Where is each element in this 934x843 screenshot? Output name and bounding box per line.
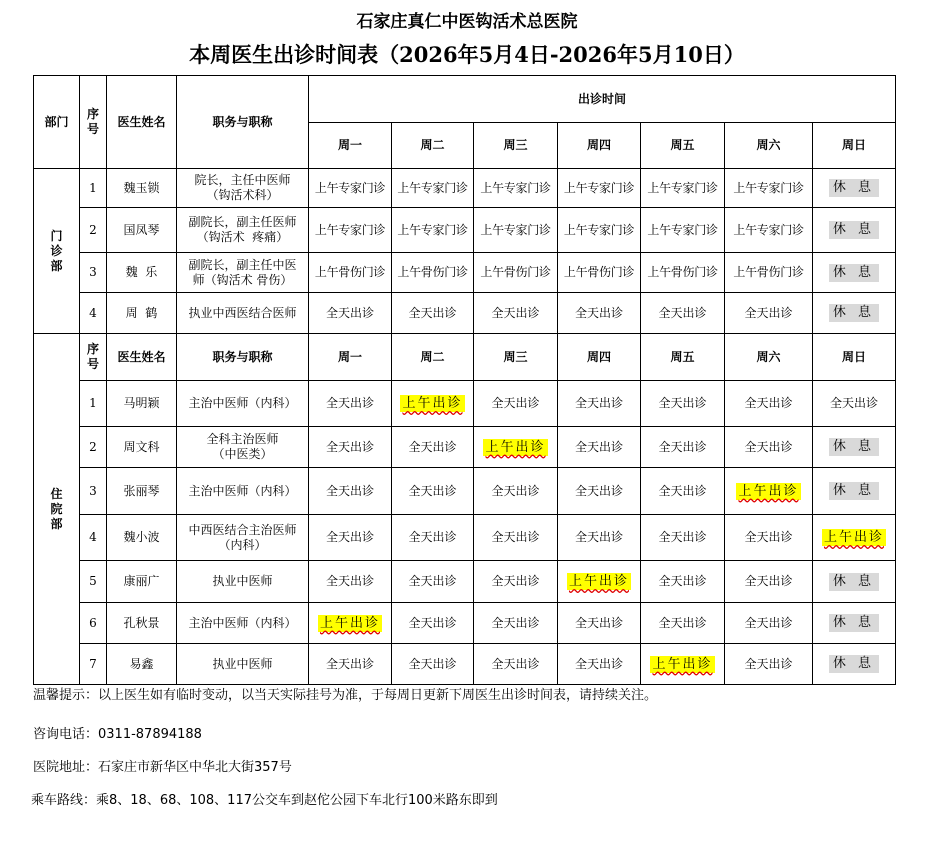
col-header-name: 医生姓名 <box>107 76 177 169</box>
doctor-title-line: 全科主治医师 <box>206 432 279 446</box>
schedule-cell: 全天出诊 <box>641 603 725 644</box>
doctor-name: 周 鹤 <box>107 293 177 334</box>
doctor-row <box>34 561 896 603</box>
doctor-name: 魏玉锁 <box>107 169 177 208</box>
doctor-title-line: 院长，主任中医师 <box>194 173 291 187</box>
doctor-seq: 4 <box>80 515 107 561</box>
doctor-title-line: 主治中医师（内科） <box>188 483 297 498</box>
schedule-cell: 全天出诊 <box>725 515 813 561</box>
doctor-title-line: 师（钩活术 骨伤） <box>192 272 293 287</box>
schedule-cell: 全天出诊 <box>474 561 558 603</box>
header-row-top <box>34 76 896 123</box>
doctor-row <box>34 169 896 208</box>
dept-char: 部 <box>50 516 63 531</box>
rest-badge: 休 息 <box>829 438 879 456</box>
schedule-cell: 全天出诊 <box>725 561 813 603</box>
inpatient-subheader-row <box>34 334 896 381</box>
schedule-cell <box>813 208 896 253</box>
dept-char: 院 <box>50 501 63 516</box>
schedule-cell: 全天出诊 <box>641 427 725 468</box>
schedule-table <box>33 75 896 685</box>
morning-highlight: 上午出诊 <box>823 530 884 545</box>
schedule-cell <box>813 515 896 561</box>
morning-highlight: 上午出诊 <box>319 615 380 631</box>
doctor-row <box>34 644 896 685</box>
schedule-cell <box>309 603 392 644</box>
schedule-cell <box>813 468 896 515</box>
rest-badge: 休 息 <box>829 573 879 591</box>
schedule-cell <box>813 253 896 293</box>
doctor-seq: 1 <box>80 381 107 427</box>
schedule-cell: 上午专家门诊 <box>725 169 813 208</box>
dept-char: 诊 <box>50 243 63 258</box>
doctor-seq: 4 <box>80 293 107 334</box>
doctor-seq: 7 <box>80 644 107 685</box>
doctor-name: 马明颖 <box>107 381 177 427</box>
schedule-cell <box>813 293 896 334</box>
schedule-cell: 全天出诊 <box>558 427 641 468</box>
doctor-row <box>34 427 896 468</box>
schedule-cell: 全天出诊 <box>558 293 641 334</box>
morning-highlight: 上午出诊 <box>568 574 629 589</box>
day-header-1: 周二 <box>392 123 474 169</box>
schedule-cell: 上午专家门诊 <box>641 208 725 253</box>
schedule-cell: 上午专家门诊 <box>558 208 641 253</box>
rest-badge: 休 息 <box>829 221 879 239</box>
schedule-cell: 全天出诊 <box>474 644 558 685</box>
schedule-cell: 上午专家门诊 <box>558 169 641 208</box>
doctor-name: 孔秋景 <box>107 603 177 644</box>
morning-highlight: 上午出诊 <box>738 483 799 499</box>
schedule-cell: 上午专家门诊 <box>474 169 558 208</box>
schedule-cell: 上午专家门诊 <box>725 208 813 253</box>
doctor-title-line: （钩活术 疼痛） <box>196 230 289 244</box>
hospital-name: 石家庄真仁中医钩活术总医院 <box>356 12 578 32</box>
schedule-cell: 全天出诊 <box>309 427 392 468</box>
schedule-cell <box>392 381 474 427</box>
schedule-cell <box>813 427 896 468</box>
morning-highlight: 上午出诊 <box>652 656 713 672</box>
dept-char: 部 <box>50 258 63 273</box>
day-header-repeat-6: 周日 <box>813 334 896 381</box>
schedule-cell <box>641 644 725 685</box>
doctor-title-line: 主治中医师（内科） <box>188 396 297 410</box>
day-header-repeat-4: 周五 <box>641 334 725 381</box>
doctor-title-line: 主治中医师（内科） <box>188 615 297 630</box>
doctor-seq: 5 <box>80 561 107 603</box>
doctor-row <box>34 468 896 515</box>
schedule-cell: 全天出诊 <box>309 561 392 603</box>
rest-badge: 休 息 <box>829 304 879 322</box>
rest-badge: 休 息 <box>829 614 879 632</box>
doctor-seq: 3 <box>80 253 107 293</box>
doctor-title <box>177 468 309 515</box>
doctor-title-line: 执业中医师 <box>212 574 273 588</box>
schedule-cell: 全天出诊 <box>309 644 392 685</box>
rest-badge: 休 息 <box>829 482 879 500</box>
day-header-3: 周四 <box>558 123 641 169</box>
col-header-name-repeat: 医生姓名 <box>107 334 177 381</box>
doctor-title <box>177 561 309 603</box>
doctor-name: 张丽琴 <box>107 468 177 515</box>
day-header-repeat-1: 周二 <box>392 334 474 381</box>
doctor-name: 易鑫 <box>107 644 177 685</box>
doctor-title <box>177 381 309 427</box>
doctor-title-line: 副院长，副主任中医 <box>188 257 297 272</box>
day-header-repeat-3: 周四 <box>558 334 641 381</box>
doctor-seq: 2 <box>80 427 107 468</box>
day-header-repeat-2: 周三 <box>474 334 558 381</box>
schedule-cell <box>474 427 558 468</box>
schedule-cell: 上午骨伤门诊 <box>641 253 725 293</box>
doctor-title-line: 执业中西医结合医师 <box>188 305 297 320</box>
schedule-title: 本周医生出诊时间表（2026年5月4日-2026年5月10日） <box>189 42 745 67</box>
seq-header-text: 序号 <box>86 342 99 371</box>
schedule-cell <box>813 644 896 685</box>
day-header-6: 周日 <box>813 123 896 169</box>
schedule-cell <box>725 468 813 515</box>
schedule-cell: 全天出诊 <box>309 293 392 334</box>
reminder-note: 温馨提示：以上医生如有临时变动，以当天实际挂号为准，于每周日更新下周医生出诊时间表，请持续关注。 <box>33 688 658 703</box>
doctor-title <box>177 208 309 253</box>
doctor-name: 国凤琴 <box>107 208 177 253</box>
doctor-seq: 2 <box>80 208 107 253</box>
col-header-seq-repeat <box>80 334 107 381</box>
schedule-cell: 全天出诊 <box>641 468 725 515</box>
day-header-repeat-0: 周一 <box>309 334 392 381</box>
doctor-name: 康丽广 <box>107 561 177 603</box>
schedule-cell: 全天出诊 <box>474 381 558 427</box>
schedule-cell <box>813 603 896 644</box>
doctor-seq: 6 <box>80 603 107 644</box>
doctor-title <box>177 603 309 644</box>
schedule-cell: 上午骨伤门诊 <box>309 253 392 293</box>
day-header-repeat-5: 周六 <box>725 334 813 381</box>
route-note: 乘车路线：乘8、18、68、108、117公交车到赵佗公园下车北行100米路东即到 <box>31 793 498 808</box>
doctor-title <box>177 427 309 468</box>
doctor-title <box>177 644 309 685</box>
schedule-cell: 全天出诊 <box>474 293 558 334</box>
doctor-row <box>34 293 896 334</box>
day-header-2: 周三 <box>474 123 558 169</box>
schedule-cell: 全天出诊 <box>641 561 725 603</box>
col-header-title-repeat: 职务与职称 <box>177 334 309 381</box>
schedule-cell: 全天出诊 <box>558 468 641 515</box>
rest-badge: 休 息 <box>829 264 879 282</box>
doctor-title <box>177 169 309 208</box>
schedule-cell: 全天出诊 <box>392 468 474 515</box>
schedule-cell: 上午专家门诊 <box>309 208 392 253</box>
day-header-0: 周一 <box>309 123 392 169</box>
doctor-title-line: 中西医结合主治医师 <box>188 522 297 537</box>
doctor-title-line: 执业中医师 <box>212 656 273 671</box>
schedule-cell <box>813 561 896 603</box>
morning-highlight: 上午出诊 <box>402 396 463 411</box>
doctor-title <box>177 293 309 334</box>
rest-badge: 休 息 <box>829 655 879 673</box>
schedule-cell: 全天出诊 <box>725 427 813 468</box>
schedule-cell: 全天出诊 <box>725 603 813 644</box>
schedule-cell: 全天出诊 <box>309 381 392 427</box>
dept-char: 住 <box>50 486 63 501</box>
doctor-title-line: （内科） <box>218 537 267 552</box>
schedule-cell: 全天出诊 <box>392 515 474 561</box>
schedule-cell: 全天出诊 <box>392 561 474 603</box>
schedule-cell: 全天出诊 <box>725 644 813 685</box>
schedule-cell: 全天出诊 <box>558 515 641 561</box>
col-header-dept: 部门 <box>34 76 80 169</box>
col-header-title: 职务与职称 <box>177 76 309 169</box>
schedule-cell: 全天出诊 <box>392 427 474 468</box>
inpatient-dept-label <box>34 334 80 685</box>
schedule-cell: 全天出诊 <box>558 644 641 685</box>
dept-char: 门 <box>50 228 63 243</box>
doctor-seq: 3 <box>80 468 107 515</box>
schedule-cell: 上午专家门诊 <box>309 169 392 208</box>
doctor-title <box>177 253 309 293</box>
schedule-cell: 全天出诊 <box>474 515 558 561</box>
schedule-cell: 全天出诊 <box>641 381 725 427</box>
schedule-cell: 上午骨伤门诊 <box>558 253 641 293</box>
schedule-cell: 上午骨伤门诊 <box>392 253 474 293</box>
doctor-title-line: （中医类） <box>212 447 273 461</box>
doctor-row <box>34 603 896 644</box>
schedule-cell: 全天出诊 <box>309 468 392 515</box>
schedule-cell <box>813 169 896 208</box>
seq-header-text: 序号 <box>86 107 99 136</box>
schedule-cell: 上午专家门诊 <box>392 169 474 208</box>
schedule-cell: 上午专家门诊 <box>641 169 725 208</box>
schedule-cell: 上午专家门诊 <box>392 208 474 253</box>
doctor-row <box>34 208 896 253</box>
schedule-cell: 上午骨伤门诊 <box>474 253 558 293</box>
schedule-cell: 全天出诊 <box>474 468 558 515</box>
col-header-seq <box>80 76 107 169</box>
schedule-cell: 全天出诊 <box>641 293 725 334</box>
rest-badge: 休 息 <box>829 179 879 197</box>
schedule-cell: 全天出诊 <box>558 603 641 644</box>
doctor-title-line: 副院长，副主任医师 <box>188 215 297 229</box>
schedule-cell: 上午骨伤门诊 <box>725 253 813 293</box>
address-note: 医院地址：石家庄市新华区中华北大街357号 <box>33 760 292 775</box>
morning-highlight: 上午出诊 <box>485 439 546 455</box>
day-header-4: 周五 <box>641 123 725 169</box>
schedule-cell <box>558 561 641 603</box>
doctor-title <box>177 515 309 561</box>
doctor-name: 魏 乐 <box>107 253 177 293</box>
doctor-name: 周文科 <box>107 427 177 468</box>
schedule-cell: 上午专家门诊 <box>474 208 558 253</box>
schedule-cell: 全天出诊 <box>813 381 896 427</box>
col-header-schedule: 出诊时间 <box>309 76 896 123</box>
phone-note: 咨询电话：0311-87894188 <box>33 727 202 742</box>
doctor-row <box>34 381 896 427</box>
schedule-cell: 全天出诊 <box>725 381 813 427</box>
doctor-row <box>34 515 896 561</box>
schedule-cell: 全天出诊 <box>392 293 474 334</box>
schedule-cell: 全天出诊 <box>392 603 474 644</box>
schedule-cell: 全天出诊 <box>558 381 641 427</box>
day-header-5: 周六 <box>725 123 813 169</box>
outpatient-dept-label <box>34 169 80 334</box>
schedule-cell: 全天出诊 <box>392 644 474 685</box>
doctor-row <box>34 253 896 293</box>
doctor-name: 魏小波 <box>107 515 177 561</box>
doctor-seq: 1 <box>80 169 107 208</box>
schedule-cell: 全天出诊 <box>725 293 813 334</box>
doctor-title-line: （钩活术科） <box>206 188 279 202</box>
schedule-cell: 全天出诊 <box>474 603 558 644</box>
schedule-cell: 全天出诊 <box>641 515 725 561</box>
schedule-cell: 全天出诊 <box>309 515 392 561</box>
